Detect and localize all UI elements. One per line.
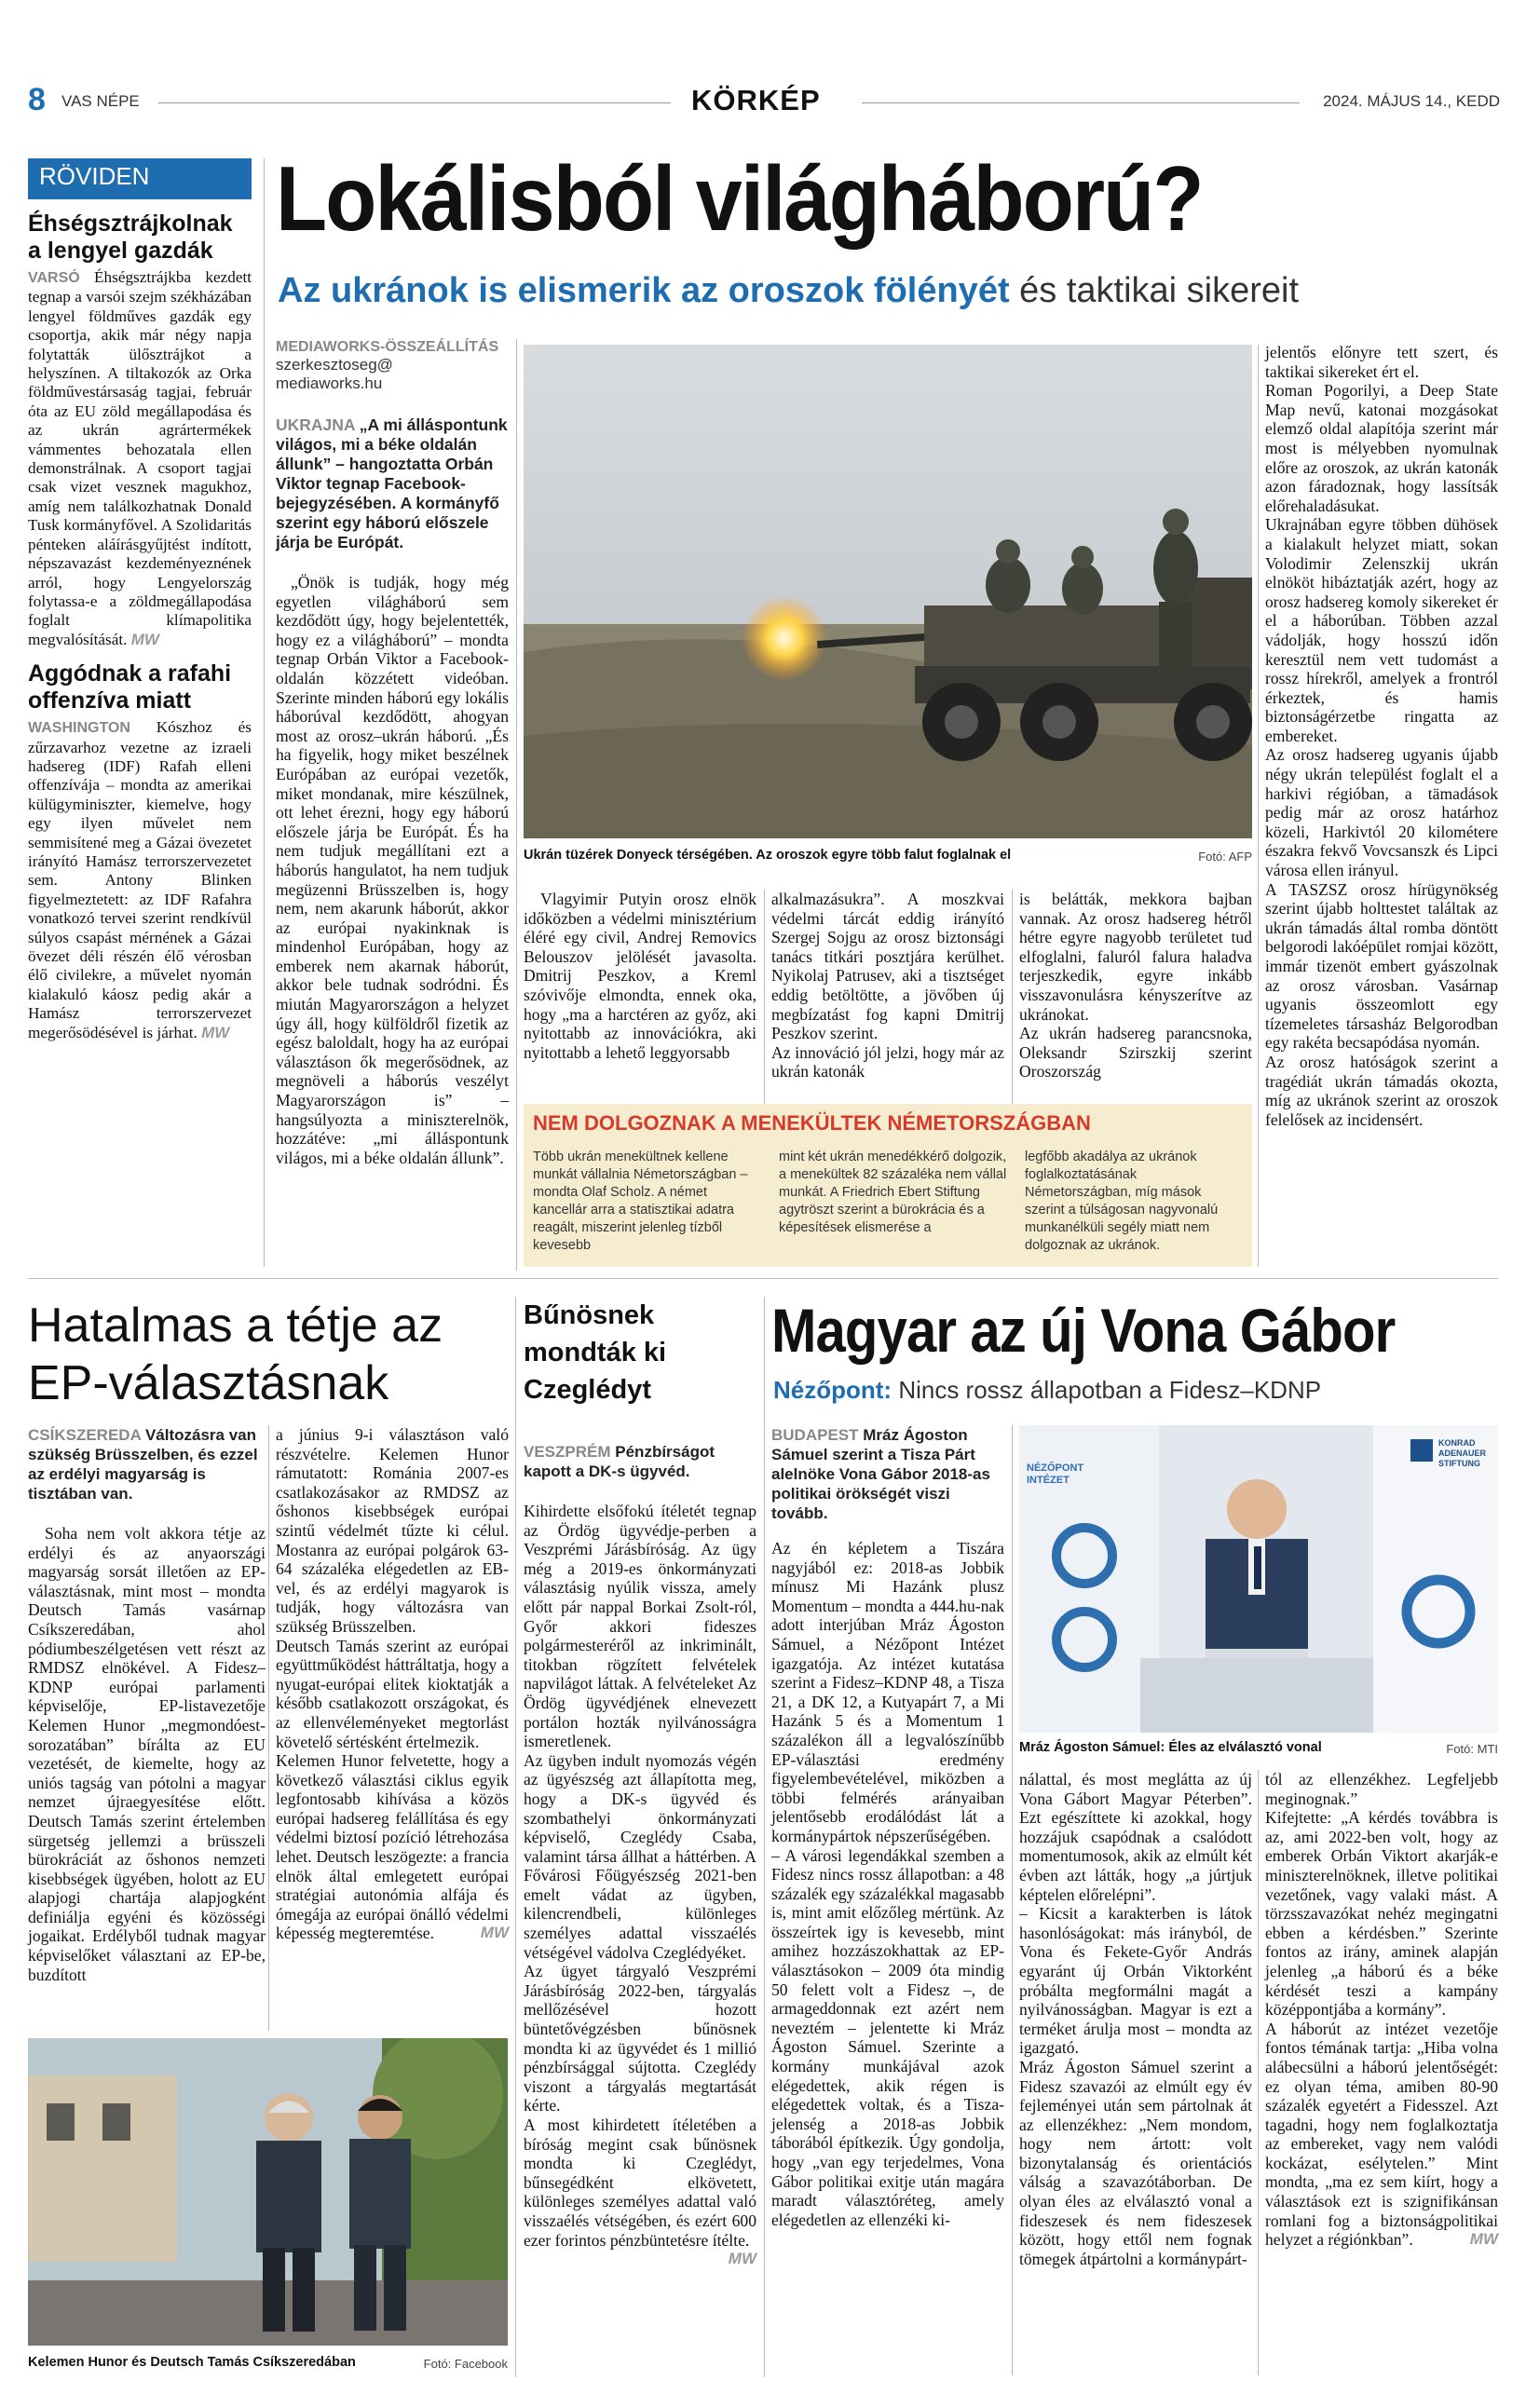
ep-text-1: Soha nem volt akkora tétje az erdélyi és az anyaországi magyarság sorsát illetően az EP-választásnak, mint most – mondta Deutsch Tamás vasárnap Csíkszeredában, ahol pódiumbeszélgetésen vett részt az RMDSZ elnökével. A Fidesz–KDNP európai parlamenti képviselője, EP-listavezetője Kelemen Hunor „megmondóest-sorozatában” bírálta az EU vezetését, de kiemelte, hogy az uniós tagság van pótolni a magyar nemzet újraegyesítése előtt. Deutsch Tamás szerint értelemben sürgetség jellemzi a brüsszeli bürokráciát az őshonos nemzeti kisebbségek ügyében, holott az EU alapjogi chartája alapjogként definiálja egyéni és közösségi jogaikat. Erdélyből tudnak magyar képviselőket választani az EP-be, buzdított (28, 1524, 266, 1984)
lead-intro: UKRAJNA „A mi álláspontunk világos, mi a béke oldalán állunk” – hangoztatta Orbán Viktor tegnap Facebook-bejegyzésében. A kormányfő szerint egy háború előszele járja be Európát. (276, 415, 508, 551)
czegledy-intro: VESZPRÉM Pénzbírságot kapott a DK-s ügyvéd. (524, 1443, 715, 1480)
lead-col-1 (276, 339, 509, 1167)
byline-email: szerkesztoseg@ mediaworks.hu (276, 356, 393, 392)
vona-intro: BUDAPEST Mráz Ágoston Sámuel szerint a Tisza Párt alelnöke Vona Gábor 2018-as politikai örökségét viszi tovább. (771, 1426, 990, 1522)
vona-text-3: tól az ellenzékhez. Legfeljebb meginognak.” Kifejtette: „A kérdés továbbra is az, ami 2022-ben volt, hogy az emberek Orbán Viktort akarják-e miniszterelnöknek, illetve politikai vezetőnek, vagy valaki mást. A törzsszavazókat nehéz megingatni ebben a kérdésben.” Szerinte fontos az irány, aminek alapján jelenleg „a háború és a béke kérdését teszi a kampány középpontjába a kormány”. A háborút az intézet vezetője fontos témának tartja: „Hiba volna alábecsülni a háború jelentőségét: ez olyan téma, amiben 80-90 százalék egyetért a Fidesszel. Azt tagadni, hogy nem foglalkoztatja az embereket, vagy nem valódi kockázat, esélytelen.” Mint mondta, „ma ez sem kiírt, hogy a választások ezt is szignifikánsan romlani fog a biztonságpolitikai helyzet a régiónkban”. MW (1265, 1770, 1498, 2250)
roviden-column (28, 158, 252, 1042)
czegledy-headline: Bűnösnek mondták ki Czeglédyt (524, 1300, 667, 1405)
ep-photo-credit: Fotó: Facebook (423, 2357, 508, 2371)
lead-text-2: Vlagyimir Putyin orosz elnök időközben a védelmi minisztérium éléré egy civil, Andrej Removics Belouszov jelölését javasolta. Dmitrij Peszkov, a Kreml szóvivője elmondta, ennek oka, hogy „ma a harctéren az győz, aki nyitottabb az innovációkra, aki nyitottabb a lehető leggyorsabb (524, 890, 756, 1062)
lead-photo-credit: Fotó: AFP (1198, 850, 1252, 864)
lead-photo-caption: Ukrán tüzérek Donyeck térségében. Az oroszok egyre több falut foglalnak el (524, 848, 1012, 863)
vona-text-1: Az én képletem a Tiszára nagyjából ez: 2018-as Jobbik mínusz Mi Hazánk plusz Momentum – mondta a 444.hu-nak adott interjúban Mráz Ágoston Sámuel, a Nézőpont Intézet igazgatója. Az intézet kutatása szerint a Fidesz–KDNP 48, a Tisza 21, a DK 12, a Kutyapárt 7, a Mi Hazánk 5 és a Momentum 1 százalékon áll a legvalószínűbb EP-választási eredmény figyelembevételével, miközben a többi felmérés arányaiban jelentősebb erodálódást lát a kormánypártok népszerűségében. – A városi legendákkal szemben a Fidesz nincs rossz állapotban: a 48 százalék egy százalékkal magasabb is, mint amit előzőleg mértünk. Az összeírtek igy is kevesebb, mint amihez hozzászokhattak az EP-választásokon – 2009 óta mindig 50 felett volt a Fidesz –, de armageddonnak ezt azért nem neveztém – jelentette ki Mráz Ágoston Sámuel. Szerinte a kormány munkájával azok elégedettek, akik régen is elégedettek voltak, és a Tisza-jelenség a 2018-as Jobbik táborából építkezik. Úgy gondolja, hogy „van egy terjedelmes, Vona Gábor politikai exitje után magára maradt választóréteg, amely elégedetlen az ellenzéki ki- (771, 1539, 1004, 2229)
artillery-truck-photo (524, 345, 1252, 838)
lead-text-3: alkalmazásukra”. A moszkvai védelmi tárcát eddig irányító Szergej Sojgu az orosz biztonsági tanács titkári posztjára kerülhet. Nyikolaj Patrusev, aki a tisztséget eddig betöltötte, a jövőben új megbízatást fog kapni Dmitrij Peszkov szerint. Az innováció jól jelzi, hogy már az ukrán katonák (771, 890, 1004, 1082)
refugee-box-text-2: mint két ukrán menedékkérő dolgozik, a menekültek 82 százaléka nem vállal munkát. A Friedrich Ebert Stiftung agytröszt szerint a bürokrácia és a képesítések elismerése a (779, 1150, 1007, 1235)
two-men-photo (28, 2038, 508, 2346)
speaker-photo (1019, 1425, 1498, 1733)
vona-subhead: Nézőpont: Nincs rossz állapotban a Fidesz–KDNP (773, 1376, 1322, 1404)
paper-name: VAS NÉPE (61, 92, 140, 110)
lead-text-5: jelentős előnyre tett szert, és taktikai sikereket ért el. Roman Pogorilyi, a Deep State Map nevű, katonai mozgásokat elemző oldal alapítója szerint már most is mélyebben nyomulnak előre az oroszok, az ukrán katonák azon fáradoznak, hogy lassítsák előrehaladásukat. Ukrajnában egyre többen dühösek a kialakult helyzet miatt, sokan Volodimir Zelenszkij ukrán elnököt hibáztatják azért, hogy az orosz hadsereg komoly sikereket ér el a háborúban. Többen azzal vádolják, hogy hosszú időn keresztül nem vett tudomást a rossz hírekről, amelyek a frontról érkeztek, és hamis biztonságérzetbe ringatta az embereket. Az orosz hadsereg ugyanis újabb négy ukrán települést foglalt el a harkivi régióban, a tämadások pedig már az orosz határhoz közeli, Harkivtól 20 kilométere északra fekvő Vovcsanszk és Lipci városa ellen irányul. A TASZSZ orosz hírügynökség szerint újabb holttestet találtak az ukrán támadás által romba döntött belgorodi lakóépület romjai között, immár tizenöt embert gyászolnak az orosz városban. Vasárnap ugyanis összeomlott egy tízemeletes társasház Belgorodban egy rakéta becsapódása nyomán. Az orosz hatóságok szerint a tragédiát ukrán támadás okozta, míg az ukránok szerint az oroszok felelősek az incidensért. (1265, 343, 1498, 1129)
ep-intro: CSÍKSZEREDA Változásra van szükség Brüsszelben, és ezzel az erdélyi magyarság is tisztában van. (28, 1426, 258, 1503)
czegledy-col (524, 1442, 756, 2269)
section-title: KÖRKÉP (691, 84, 821, 116)
vona-photo (1019, 1425, 1498, 1733)
ep-photo (28, 2038, 508, 2346)
roviden-text-1: VARSÓ Éhségsztrájkba kezdett tegnap a varsói szejm székházában lengyel földműves gazdák egy csoportja, akik már négy napja folytatták ülősztrájkot a helyszínen. A tiltakozók az Orka földművestársaság tagjai, február óta az EU zöld megállapodása és az ukrán agrártermékek vámmentes behozatala ellen demonstrálnak. A csoport tagjai csak vizet vesznek magukhoz, amíg nem találkozhatnak Donald Tusk kormányfővel. A Szolidaritás pénteken aláírásgyűjtést indított, népszavazást kezdeményeznének arról, hogy Lengyelország folytassa-e a zöldmegállapodása foglalt klímapolitika megvalósítását. MW (28, 268, 252, 648)
lead-subhead: Az ukránok is elismerik az oroszok fölényét és taktikai sikereit (278, 271, 1300, 310)
lead-text-1: „Önök is tudják, hogy még egyetlen világháború sem kezdődött úgy, hogy bejelentették, hogy ez a világháború” – mondta tegnap Orbán Viktor a Facebook-oldalán közzétett videóban. Szerinte minden háború egy lokális háborúval kezdődött, ahogyan most az orosz–ukrán háború. „És ha figyelik, hogy miket beszélnek Európában az európai vezetők, miket mondanak, mire készülnek, ott lehet érezni, hogy egy háború előszele járja be Európát. És ha nem tudjuk megállítani ezt a háborús hangulatot, ha nem tudjuk megüzenni Brüsszelben is, hogy nem, nem akarunk háborút, akkor az európai nyakinknak is mindenhol Európában, hogy az emberek nem akarnak háborút, akkor bele tudnak sodródni. És miután Magyarországon a helyzet úgy áll, hogy külföldről fizetik az egész baloldalt, hogy ha az európai választáson ők megerősödnek, az megnöveli a háborús veszélyt Magyarországon is” – hangsúlyozta a miniszterelnök, hozzátéve: „mi álláspontunk világos, mi a béke oldalán állunk”. (276, 573, 509, 1167)
ep-text-2: a június 9-i választáson való részvételre. Kelemen Hunor rámutatott: Románia 2007-es csatlakozásakor az RMDSZ az őshonos kisebbségek európai szintű védelmét tűzte ki célul. Mostanra az európai polgárok 63-64 százaléka elégedetlen az EB-vel, és az erdélyi magyarok is tudják, hogy változásra van szükség Brüsszelben. Deutsch Tamás szerint az európai együttműködést háttráltatja, hogy a nyugat-európai elitek kioktatják a később csatlakozott országokat, és az ellenvéleményeket megtorlást követelő sértésként értelmezik. Kelemen Hunor felvetette, hogy a következő választási ciklus egyik legfontosabb kihívása a közös európai hadsereg felállítása és egy védelmi biztosí pozíció létrehozása lehet. Deutsch leszögezte: a francia elnök által emlegetett európai stratégiai autonómia alfája és ómegája az európai önálló védelmi képesség megteremtése. MW (276, 1425, 509, 1943)
podium-logo-text: NÉZŐPONT INTÉZET (1027, 1462, 1084, 1486)
ep-photo-caption: Kelemen Hunor és Deutsch Tamás Csíkszeredában (28, 2355, 356, 2370)
roviden-label: RÖVIDEN (28, 158, 252, 199)
lead-text-4: is belátták, mekkora bajban vannak. Az orosz hadsereg hétről hétre egyre nagyobb területet tud elfoglalni, faluról falura haladva terjeszkedik, egyre inkább visszavonulásra kényszerítve az ukránokat. Az ukrán hadsereg parancsnoka, Oleksandr Szirszkij szerint Oroszország (1019, 890, 1252, 1082)
refugee-box-title: NEM DOLGOZNAK A MENEKÜLTEK NÉMETORSZÁGBAN (533, 1111, 1091, 1135)
byline-org: MEDIAWORKS-ÖSSZEÁLLÍTÁS (276, 339, 499, 355)
kas-banner-text: KONRAD ADENAUER STIFTUNG (1438, 1438, 1487, 1468)
page-date: 2024. MÁJUS 14., KEDD (1323, 92, 1500, 110)
vona-headline: Magyar az új Vona Gábor (771, 1296, 1396, 1365)
roviden-title-2: Aggódnak a rafahi offenzíva miatt (28, 660, 232, 714)
roviden-text-2: WASHINGTON Kószhoz és zűrzavarhoz vezetne az izraeli hadsereg (IDF) Rafah elleni offenzívája – mondta az amerikai külügyminiszter, kiemelve, hogy egy ilyen művelet nem semmisítené meg a Gázai övezetet irányító Hamász terrorszervezetet sem. Antony Blinken figyelmeztetett: az IDF Rafahra vonatkozó tervei szerint rendkívül súlyos csapást mérnének a Gázai övezet déli részén élő vérosban élő civilekre, a művelet nyomán kialakuló káosz pedig akár a Hamász terrorszervezet megerősödésével is járhat. MW (28, 718, 252, 1041)
roviden-title-1: Éhségsztrájkolnak a lengyel gazdák (28, 211, 233, 264)
ep-col-1 (28, 1425, 266, 1984)
vona-photo-caption: Mráz Ágoston Sámuel: Éles az elválasztó vonal (1019, 1740, 1322, 1755)
refugee-box-text-1: Több ukrán menekültnek kellene munkát vállalnia Németországban – mondta Olaf Scholz. A német kancellár arra a statisztikai adatra reagált, miszerint jelenleg tízből kevesebb (533, 1150, 748, 1253)
vona-text-2: nálattal, és most meglátta az új Vona Gábort Magyar Péterben”. Ezt egészíttete ki azokkal, hogy hozzájuk csapódnak a csalódott momentumosok, akik az elmúlt két évben azt látták, hogy „a júrtjuk képtelen előrelépni”. – Kicsit a karakterben is látok hasonlóságokat: más irányból, de Vona és Fekete-Győr András egyaránt új Orbán Viktorként próbálta megformálni magát a nyilvánosságban. Magyar is ezt a terméket árulja most – mondta az igazgató. Mráz Ágoston Sámuel szerint a Fidesz szavazói az elmúlt egy év fejleményei után sem pártolnak át az ellenzékhez: „Nem mondom, hogy nem ártott: volt bizonytalanság és orientációs válság a szavazótáborban. De olyan éles az elválasztó vonal a fideszesek és nem fideszesek között, hogy ettől nem fognak tömegek átpártolni a kormánypárt- (1019, 1770, 1252, 2268)
czegledy-text: Kihirdette elsőfokú ítéletét tegnap az Ördög ügyvédje-perben a Veszprémi Járásbíróság. Az ügy még a 2019-es önkormányzati választásig nyúlik vissza, amely előtt pár nappal Borkai Zsolt-ról, Győr akkori fideszes polgármesteréről az inkriminált, titokban rögzített felvételek napvilágot láttak. A felvételeket Az Ördög ügyvédjének elnevezett portálon hozták nyilvánosságra ismeretlenek. Az ügyben indult nyomozás végén az ügyészség azt állapította meg, hogy a DK-s ügyvéd és szombathelyi önkormányzati képviselő, Czeglédy Csaba, valamint társa állhat a háttérben. A Fővárosi Főügyészség 2021-ben emelt vádat az ügyben, kilencrendbeli, különleges személyes adattal visszaélés vétségével vádolva Czeglédyéket. Az ügyet tárgyaló Veszprémi Járásbíróság 2022-ben, tárgyalás mellőzésével hozott büntetővégzésben bűnösnek mondta ki az ügyvédet és 1 millió pénzbírsággal sújtotta. Czeglédy viszont a tárgyalás megtartását kérte. A most kihirdetett ítéletében a bíróság megint csak bűnösnek mondta ki Czeglédyt, bűnsegédként elkövetett, különleges személyes adattal való visszaélés vétségében, és ezért 600 ezer forintos pénzbüntetésre ítélte. MW (524, 1502, 756, 2268)
ep-headline: Hatalmas a tétje az EP-választásnak (28, 1299, 443, 1410)
refugee-box-text-3: legfőbb akadálya az ukránok foglalkoztatásának Németországban, míg mások szerint a túlságosan nagyvonalú munkanélküli segély miatt nem dolgoznak az ukránok. (1025, 1150, 1219, 1253)
vona-photo-credit: Fotó: MTI (1446, 1742, 1498, 1756)
page-header (28, 82, 1500, 123)
lead-headline: Lokálisból világháború? (276, 147, 1203, 250)
refugee-box (524, 1104, 1252, 1267)
page-number: 8 (28, 82, 46, 117)
lead-photo (524, 345, 1252, 838)
